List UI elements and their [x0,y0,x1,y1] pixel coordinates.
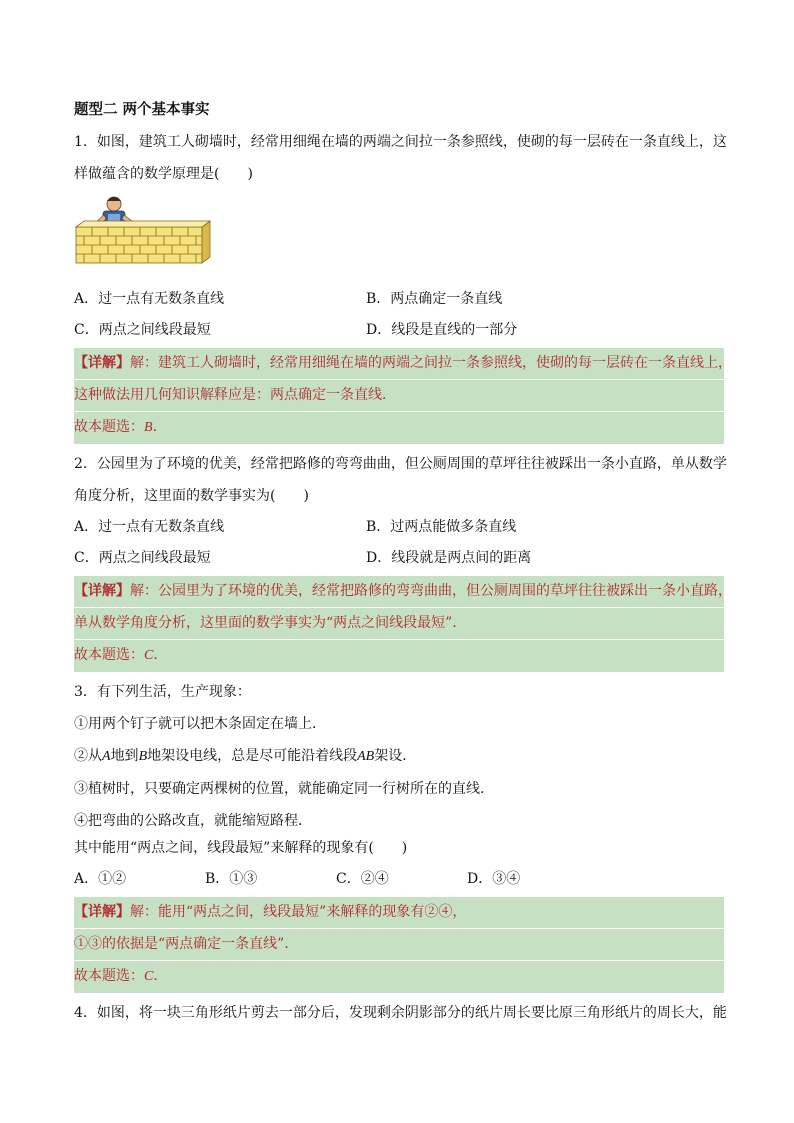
q3-item-3: ③植树时，只要确定两棵树的位置，就能确定同一行树所在的直线． [74,781,494,797]
answer-suffix: ． [153,968,168,984]
q3-option-c: C．②④ [336,871,389,887]
q3-solution-text1: 解：能用“两点之间，线段最短”来解释的现象有②④， [130,904,467,920]
q3-item-4: ④把弯曲的公路改直，就能缩短路程． [74,813,312,829]
q2-options-row2 [74,548,724,568]
q2-answer: C [144,648,154,663]
question-3 [74,682,724,858]
q2-option-c: C．两点之间线段最短 [74,550,211,566]
q3-option-a: A．①② [74,871,127,887]
point-a-label: A [102,749,111,764]
q1-solution-line1 [74,348,732,379]
q3-solution-line2: ①③的依据是“两点确定一条直线”． [74,929,724,960]
q2-solution [74,576,732,672]
q3-options [74,869,724,889]
q4-stem-line1: 4．如图，将一块三角形纸片剪去一部分后，发现剩余阴影部分的纸片周长要比原三角形纸片的周长大，能 [74,1005,727,1021]
answer-suffix: ． [152,419,167,435]
q2-stem-line2: 角度分析，这里面的数学事实为( ) [74,488,309,504]
q1-stem-line2: 样做蕴含的数学原理是( ) [74,166,253,182]
q3-item-1: ①用两个钉子就可以把木条固定在墙上． [74,716,326,732]
q2-solution-line2: 单从数学角度分析，这里面的数学事实为“两点之间线段最短”． [74,608,724,639]
answer-prefix: 故本题选： [74,419,144,435]
q3-option-d: D．③④ [467,871,521,887]
section-title: 题型二 两个基本事实 [74,101,210,118]
q3-option-b: B．①③ [205,871,258,887]
q3-item-2-text-a: ②从 [74,748,102,764]
q2-option-b: B．过两点能做多条直线 [366,519,517,535]
q1-options-row2 [74,320,724,340]
segment-ab-label: AB [357,749,375,764]
q2-option-a: A．过一点有无数条直线 [74,519,225,535]
q2-solution-text1: 解：公园里为了环境的优美，经常把路修的弯弯曲曲，但公厕周围的草坪往往被踩出一条小直路， [130,583,732,599]
question-2 [74,454,727,506]
q3-answer-line [74,961,724,993]
brick-wall [76,221,210,263]
q3-answer: C [144,969,154,984]
q1-option-d: D．线段是直线的一部分 [366,322,518,338]
q1-answer: B [144,420,153,435]
detail-tag: 【详解】 [74,904,130,920]
q1-answer-line [74,412,724,444]
q1-solution-text1: 解：建筑工人砌墙时，经常用细绳在墙的两端之间拉一条参照线，使砌的每一层砖在一条直线上， [130,355,732,371]
detail-tag: 【详解】 [74,583,130,599]
q1-option-c: C．两点之间线段最短 [74,322,211,338]
q3-item-2 [74,746,724,767]
question-4 [74,1003,727,1023]
q3-solution-line1 [74,897,724,928]
answer-prefix: 故本题选： [74,647,144,663]
q1-stem-line1: 1．如图，建筑工人砌墙时，经常用细绳在墙的两端之间拉一条参照线，使砌的每一层砖在一条直线上，这 [74,134,727,150]
q3-item-2-text-d: 架设． [374,748,417,764]
document-page [74,100,732,1023]
q2-options-row1 [74,517,724,537]
point-b-label: B [138,749,148,764]
q1-solution-line2: 这种做法用几何知识解释应是：两点确定一条直线． [74,380,724,411]
question-1 [74,132,727,184]
q2-solution-line1 [74,576,732,607]
bricklayer-illustration [74,194,214,268]
answer-prefix: 故本题选： [74,968,144,984]
q3-solution [74,897,724,993]
q1-solution [74,348,732,444]
q3-item-2-text-c: 地架设电线，总是尽可能沿着线段 [147,748,358,764]
q3-question: 其中能用“两点之间，线段最短”来解释的现象有( ) [74,840,408,856]
answer-suffix: ． [153,647,168,663]
detail-tag: 【详解】 [74,355,130,371]
q1-option-a: A．过一点有无数条直线 [74,291,225,307]
q1-options-row1 [74,289,724,309]
q3-stem: 3．有下列生活，生产现象： [74,684,251,700]
q1-option-b: B．两点确定一条直线 [366,291,503,307]
q2-option-d: D．线段就是两点间的距离 [366,550,532,566]
q2-stem-line1: 2．公园里为了环境的优美，经常把路修的弯弯曲曲，但公厕周围的草坪往往被踩出一条小直路，单从数学 [74,456,727,472]
q2-answer-line [74,640,724,672]
q3-item-2-text-b: 地到 [110,748,139,764]
